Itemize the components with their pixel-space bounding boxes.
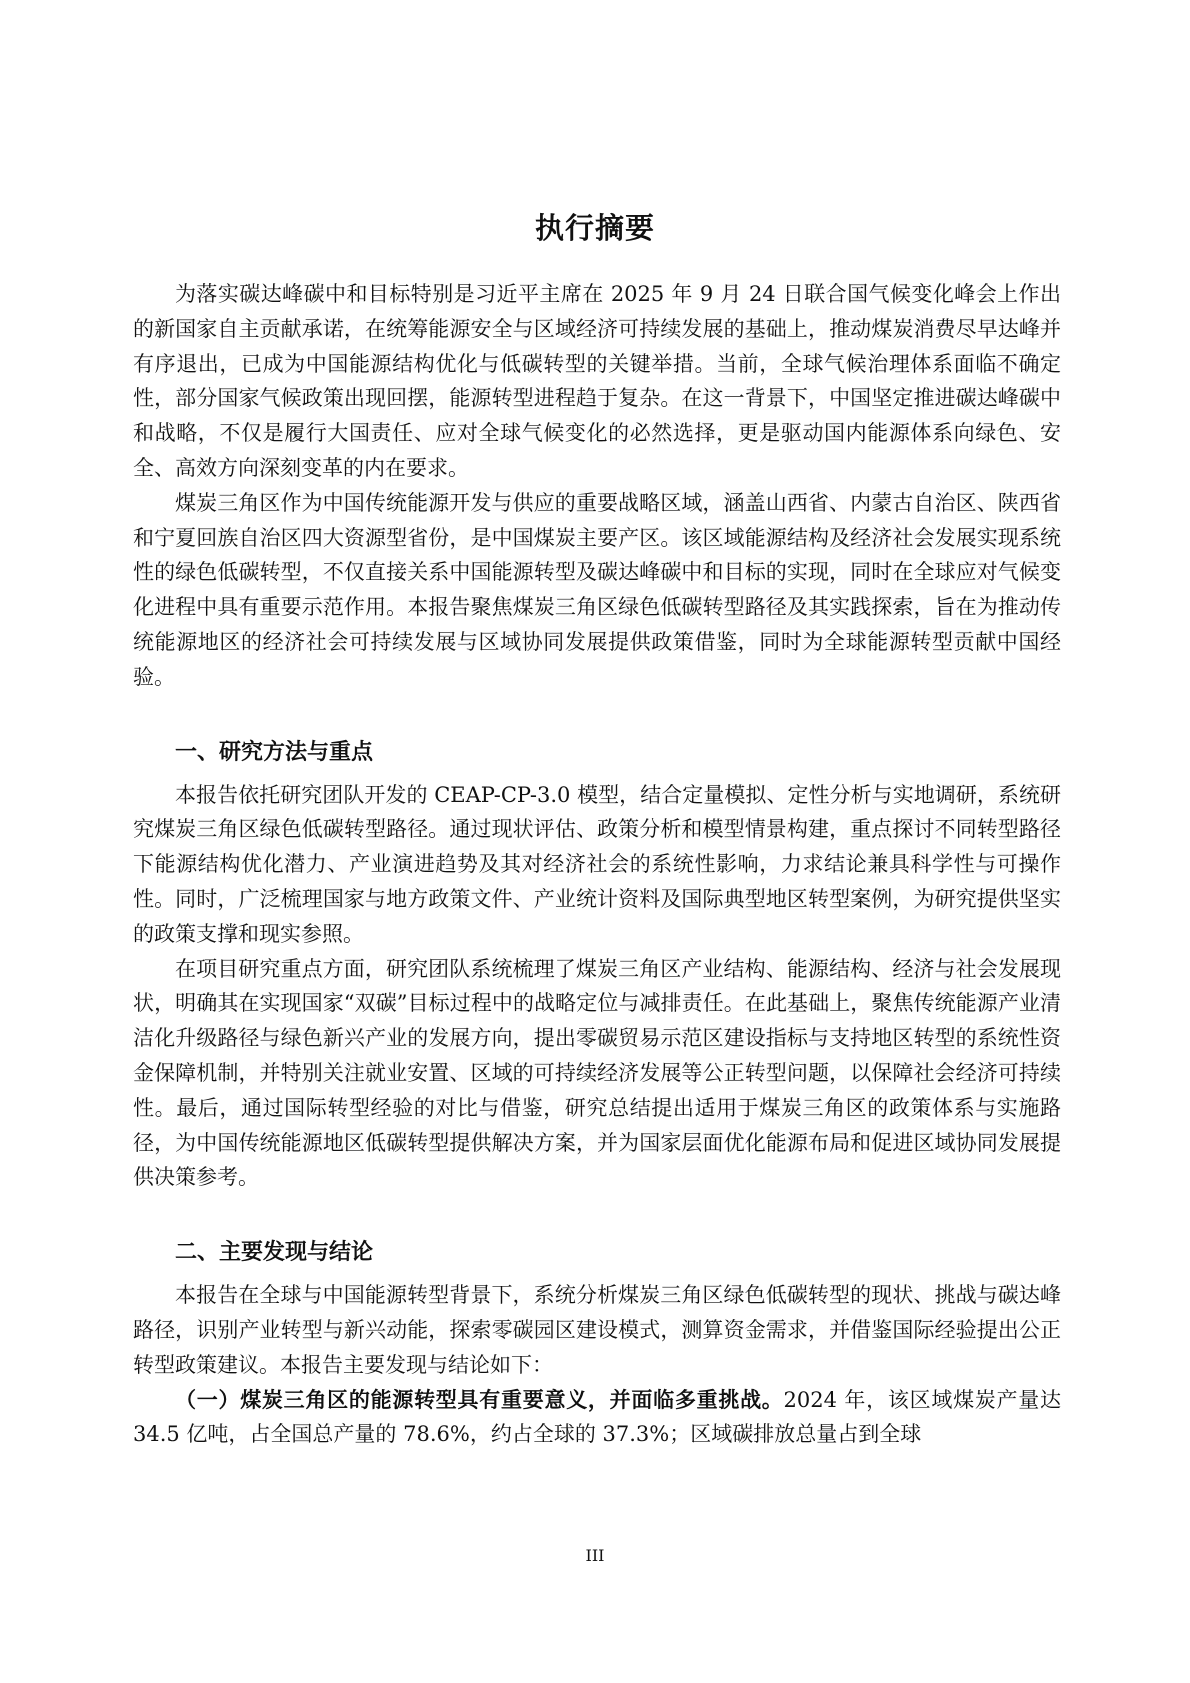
methods-paragraph-2: 在项目研究重点方面，研究团队系统梳理了煤炭三角区产业结构、能源结构、经济与社会发展现状，明确其在实现国家“双碳”目标过程中的战略定位与减排责任。在此基础上，聚焦传统能源产业清洁化升级路径与绿色新兴产业的发展方向，提出零碳贸易示范区建设指标与支持地区转型的系统性资金保障机制，并特别关注就业安置、区域的可持续经济发展等公正转型问题，以保障社会经济可持续性。最后，通过国际转型经验的对比与借鉴，研究总结提出适用于煤炭三角区的政策体系与实施路径，为中国传统能源地区低碳转型提供解决方案，并为国家层面优化能源布局和促进区域协同发展提供决策参考。 (133, 956, 1061, 1190)
findings-intro-paragraph: 本报告在全球与中国能源转型背景下，系统分析煤炭三角区绿色低碳转型的现状、挑战与碳达峰路径，识别产业转型与新兴动能，探索零碳园区建设模式，测算资金需求，并借鉴国际经验提出公正转型政策建议。本报告主要发现与结论如下： (133, 1283, 1061, 1377)
finding-1-lead: （一）煤炭三角区的能源转型具有重要意义，并面临多重挑战。 (175, 1387, 784, 1412)
section-spacer (133, 1195, 1061, 1236)
intro-paragraph-1: 为落实碳达峰碳中和目标特别是习近平主席在 2025 年 9 月 24 日联合国气候变化峰会上作出的新国家自主贡献承诺，在统筹能源安全与区域经济可持续发展的基础上，推动煤炭消费尽早达峰并有序退出，已成为中国能源结构优化与低碳转型的关键举措。当前，全球气候治理体系面临不确定性，部分国家气候政策出现回摆，能源转型进程趋于复杂。在这一背景下，中国坚定推进碳达峰碳中和战略，不仅是履行大国责任、应对全球气候变化的必然选择，更是驱动国内能源体系向绿色、安全、高效方向深刻变革的内在要求。 (133, 282, 1061, 480)
section-spacer (133, 695, 1061, 736)
heading-spacer (133, 770, 1061, 778)
methods-paragraph-1: 本报告依托研究团队开发的 CEAP-CP-3.0 模型，结合定量模拟、定性分析与实地调研，系统研究煤炭三角区绿色低碳转型路径。通过现状评估、政策分析和模型情景构建，重点探讨不同转型路径下能源结构优化潜力、产业演进趋势及其对经济社会的系统性影响，力求结论兼具科学性与可操作性。同时，广泛梳理国家与地方政策文件、产业统计资料及国际典型地区转型案例，为研究提供坚实的政策支撑和现实参照。 (133, 782, 1061, 946)
intro-paragraph-2: 煤炭三角区作为中国传统能源开发与供应的重要战略区域，涵盖山西省、内蒙古自治区、陕西省和宁夏回族自治区四大资源型省份，是中国煤炭主要产区。该区域能源结构及经济社会发展实现系统性的绿色低碳转型，不仅直接关系中国能源转型及碳达峰碳中和目标的实现，同时在全球应对气候变化进程中具有重要示范作用。本报告聚焦煤炭三角区绿色低碳转型路径及其实践探索，旨在为推动传统能源地区的经济社会可持续发展与区域协同发展提供政策借鉴，同时为全球能源转型贡献中国经验。 (133, 490, 1061, 689)
finding-1-paragraph (133, 1383, 1061, 1453)
page-number: III (585, 1546, 605, 1565)
body-content (133, 277, 1061, 1452)
section-heading-findings: 二、主要发现与结论 (175, 1240, 374, 1266)
section-heading-methods: 一、研究方法与重点 (175, 739, 374, 765)
heading-spacer (133, 1270, 1061, 1278)
page-title: 执行摘要 (534, 211, 655, 245)
finding-1-text: 2024 年，该区域煤炭产量达 34.5 亿吨，占全国总产量的 78.6%，约占全球的 37.3%；区域碳排放总量占到全球 (133, 1387, 1062, 1447)
